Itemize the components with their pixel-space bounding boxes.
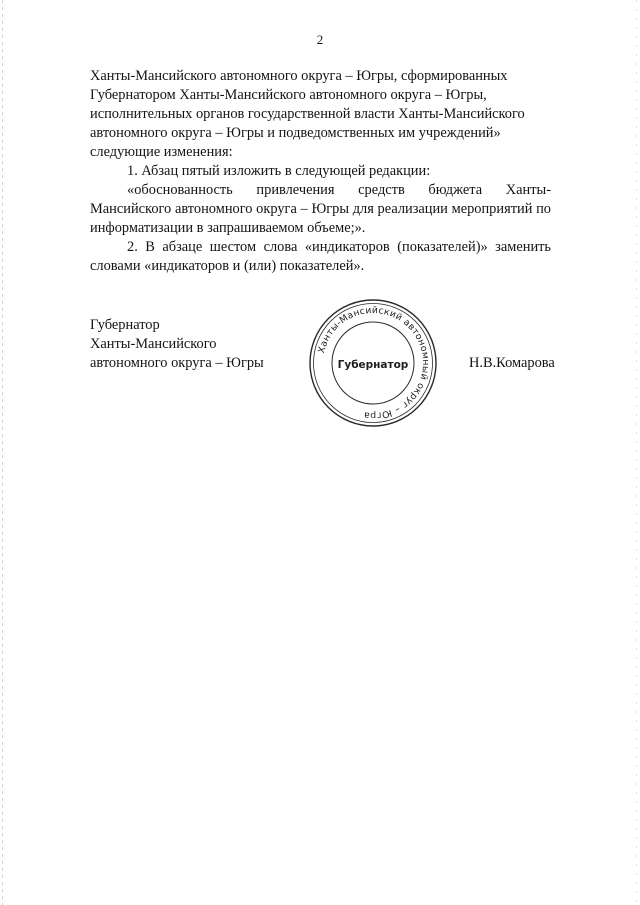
seal-graphic (307, 297, 439, 429)
scan-edge-right (636, 0, 637, 905)
page-number: 2 (316, 32, 324, 47)
signature-position-line-1: Губернатор (90, 317, 160, 333)
list-item-1: 1. Абзац пятый изложить в следующей редакции: (127, 163, 431, 179)
signature-position-line-3: автономного округа – Югры (90, 355, 264, 371)
signature-position-line-2: Ханты-Мансийского (90, 336, 217, 352)
paragraph-line-5: следующие изменения: (90, 144, 233, 160)
paragraph-line-2: Губернатором Ханты-Мансийского автономного округа – Югры, (90, 87, 487, 103)
list-item-2: 2. В абзаце шестом слова «индикаторов (показателей)» заменить словами «индикаторов и (или) показателей». (90, 239, 551, 274)
paragraph-line-3: исполнительных органов государственной власти Ханты-Мансийского (90, 106, 525, 122)
seal-center-text: Губернатор (337, 359, 409, 371)
paragraph-line-1: Ханты-Мансийского автономного округа – Югры, сформированных (90, 68, 508, 84)
official-seal (307, 297, 439, 429)
document-body (90, 67, 551, 276)
quoted-text: «обоснованность привлечения средств бюджета Ханты-Мансийского автономного округа – Югры для реализации мероприятий по информатизации в запрашиваемом объеме;». (90, 182, 551, 236)
signatory-name: Н.В.Комарова (469, 355, 555, 371)
paragraph-line-4: автономного округа – Югры и подведомственных им учреждений» (90, 125, 501, 141)
scan-edge-left (2, 0, 3, 905)
signature-position (90, 316, 264, 373)
seal-ring-text: Ханты-Мансийский автономный округ – Югра (316, 304, 432, 422)
